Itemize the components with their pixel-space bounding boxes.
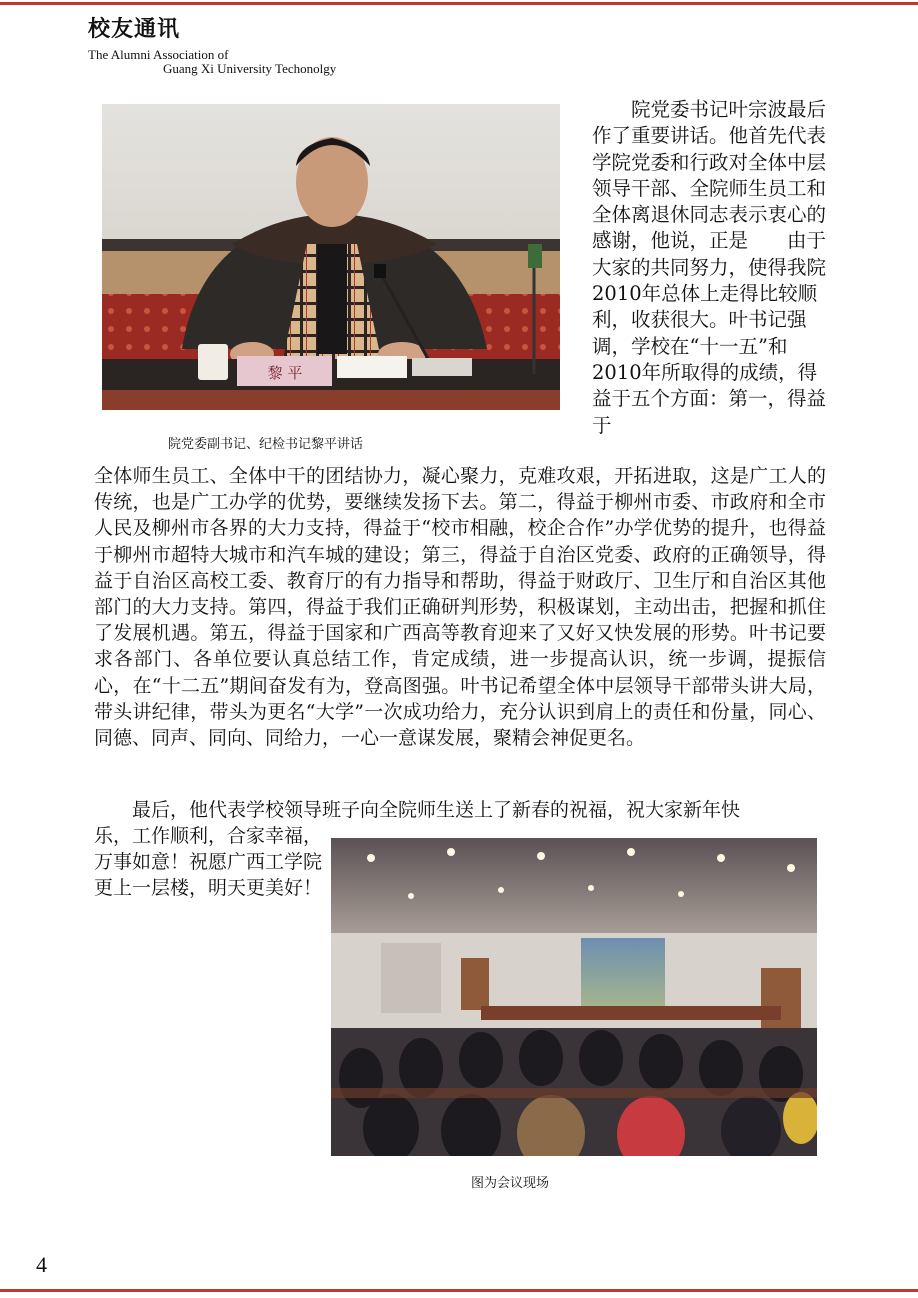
right-column-paragraph: 院党委书记叶宗波最后作了重要讲话。他首先代表学院党委和行政对全体中层领导干部、全院师生员工和全体离退休同志表示衷心的感谢，他说，正是 由于大家的共同努力，使得我院2010年总体上走得比较顺利，收获很大。叶书记强调，学校在“十一五”和2010年所取得的成绩，得益于五个方面：第一，得益于 — [592, 98, 827, 437]
masthead-subtitle-line1: The Alumni Association of — [88, 47, 229, 62]
meeting-photo-caption: 图为会议现场 — [471, 1175, 550, 1190]
speaker-photo — [102, 104, 560, 410]
speaker-photo-caption: 院党委副书记、纪检书记黎平讲话 — [168, 436, 364, 451]
page-number: 4 — [36, 1252, 47, 1277]
meeting-hall-photo — [331, 838, 817, 1156]
closing-paragraph-line1 — [94, 797, 826, 823]
masthead-title: 校友通讯 — [88, 17, 181, 42]
closing-paragraph-rest — [94, 823, 334, 902]
masthead-subtitle-line2: Guang Xi University Techonolgy — [163, 61, 337, 76]
bottom-red-rule — [0, 1289, 918, 1292]
body-paragraph-text: 全体师生员工、全体中干的团结协力，凝心聚力，克难攻艰，开拓进取，这是广工人的传统，也是广工办学的优势，要继续发扬下去。第二，得益于柳州市委、市政府和全市人民及柳州市各界的大力支持，得益于“校市相融，校企合作”办学优势的提升，也得益于柳州市超特大城市和汽车城的建设；第三，得益于自治区党委、政府的正确领导，得益于自治区高校工委、教育厅的有力指导和帮助，得益于财政厅、卫生厅和自治区其他部门的大力支持。第四，得益于我们正确研判形势，积极谋划，主动出击，把握和抓住了发展机遇。第五，得益于国家和广西高等教育迎来了又好又快发展的形势。叶书记要求各部门、各单位要认真总结工作，肯定成绩，进一步提高认识，统一步调，提振信心，在“十二五”期间奋发有为，登高图强。叶书记希望全体中层领导干部带头讲大局，带头讲纪律，带头为更名“大学”一次成功给力，充分认识到肩上的责任和份量，同心、同德、同声、同向、同给力，一心一意谋发展，聚精会神促更名。 — [94, 465, 826, 750]
closing-line1-text: 最后，他代表学校领导班子向全院师生送上了新春的祝福，祝大家新年快 — [94, 799, 741, 821]
right-column-text — [592, 97, 826, 439]
nameplate-text: 黎 平 — [267, 364, 303, 382]
speaker-photo-illustration — [102, 104, 560, 410]
body-paragraph — [94, 463, 826, 751]
meeting-hall-illustration — [331, 838, 817, 1156]
top-red-rule — [0, 2, 918, 5]
closing-rest-text: 乐，工作顺利，合家幸福，万事如意！祝愿广西工学院更上一层楼，明天更美好！ — [94, 825, 323, 900]
